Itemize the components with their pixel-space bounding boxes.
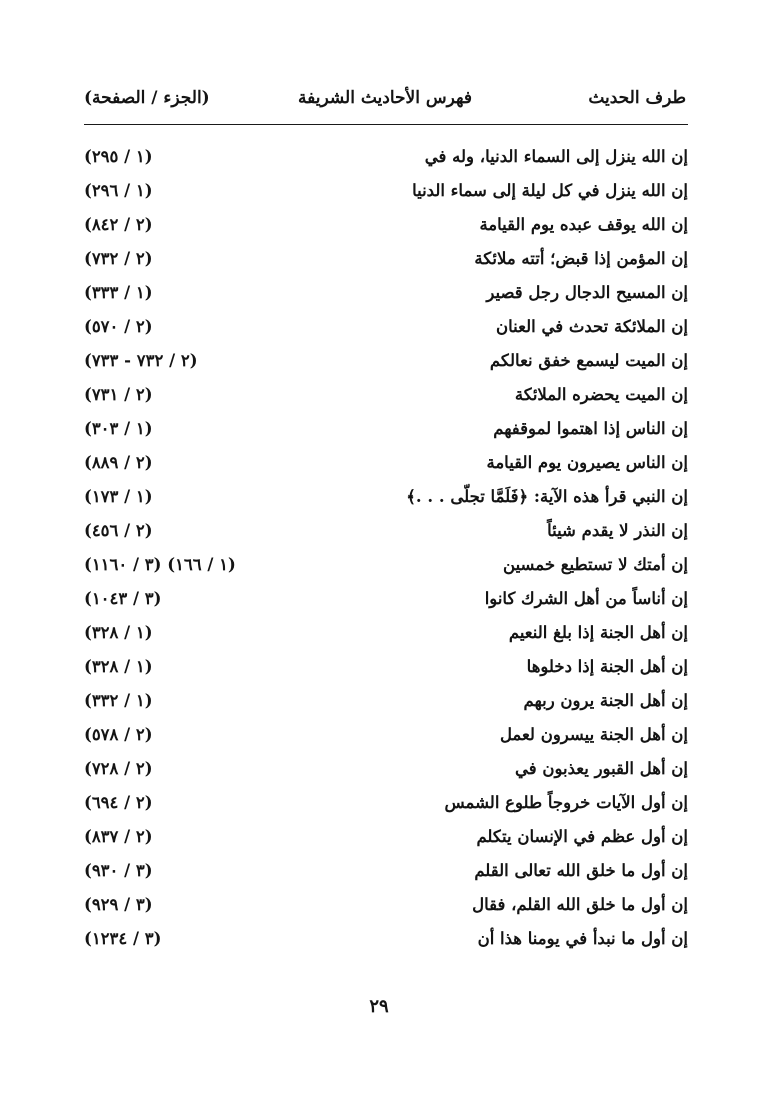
hadith-text: إن أول ما خلق الله القلم، فقال <box>472 895 688 914</box>
index-entry <box>84 174 688 208</box>
index-entry <box>84 344 688 378</box>
index-entry <box>84 752 688 786</box>
header-divider <box>84 124 688 125</box>
hadith-text: إن الله ينزل إلى السماء الدنيا، وله في <box>424 147 688 166</box>
hadith-text: إن النبي قرأ هذه الآية: ﴿فَلَمَّا تجلّى . . .﴾ <box>406 487 688 506</box>
volume-page-ref: (٢ / ٧٣٢) <box>84 249 153 268</box>
index-entry <box>84 378 688 412</box>
volume-page-ref: (١ / ٣٢٨) <box>84 657 153 676</box>
index-entry <box>84 718 688 752</box>
header-index-title: فهرس الأحاديث الشريفة <box>298 88 472 108</box>
index-entry <box>84 888 688 922</box>
hadith-text: إن الله ينزل في كل ليلة إلى سماء الدنيا <box>412 181 688 200</box>
hadith-text: إن أول ما خلق الله تعالى القلم <box>474 861 688 880</box>
column-header <box>84 88 686 118</box>
page-number: ٢٩ <box>369 996 389 1017</box>
volume-page-ref: (١ / ٣٣٢) <box>84 691 153 710</box>
index-entry <box>84 514 688 548</box>
volume-page-ref: (١ / ٣٢٨) <box>84 623 153 642</box>
volume-page-ref: (٢ / ٦٩٤) <box>84 793 153 812</box>
volume-page-ref: (٣ / ٩٣٠) <box>84 861 153 880</box>
hadith-text: إن الناس يصيرون يوم القيامة <box>486 453 688 472</box>
volume-page-ref: (١ / ٣٣٣) <box>84 283 153 302</box>
hadith-text: إن أهل الجنة إذا بلغ النعيم <box>508 623 688 642</box>
volume-page-ref: (٢ / ٨٤٢) <box>84 215 153 234</box>
volume-page-ref: (٣ / ١٢٣٤) <box>84 929 162 948</box>
index-entry <box>84 616 688 650</box>
volume-page-ref: (١ / ٢٩٦) <box>84 181 153 200</box>
header-volume-page: (الجزء / الصفحة) <box>84 88 210 108</box>
index-entry <box>84 480 688 514</box>
index-entry <box>84 208 688 242</box>
volume-page-ref: (٣ / ٩٢٩) <box>84 895 153 914</box>
index-entry <box>84 446 688 480</box>
index-entry <box>84 684 688 718</box>
hadith-text: إن أهل الجنة يرون ربهم <box>523 691 688 710</box>
index-entry <box>84 310 688 344</box>
index-entry <box>84 786 688 820</box>
hadith-text: إن أهل الجنة ييسرون لعمل <box>499 725 688 744</box>
header-hadith-start: طرف الحديث <box>588 88 686 108</box>
volume-page-ref: (١ / ١٧٣) <box>84 487 153 506</box>
index-entry <box>84 582 688 616</box>
hadith-text: إن المؤمن إذا قبض؛ أتته ملائكة <box>474 249 688 268</box>
volume-page-ref: (١ / ٣٠٣) <box>84 419 153 438</box>
hadith-text: إن الملائكة تحدث في العنان <box>496 317 688 336</box>
volume-page-ref: (٢ / ٤٥٦) <box>84 521 153 540</box>
hadith-text: إن أهل القبور يعذبون في <box>515 759 688 778</box>
hadith-text: إن أول عظم في الإنسان يتكلم <box>476 827 688 846</box>
volume-page-ref: (٢ / ٧٣١) <box>84 385 153 404</box>
index-entry <box>84 922 688 956</box>
volume-page-ref: (١ / ٢٩٥) <box>84 147 153 166</box>
index-entry <box>84 412 688 446</box>
hadith-text: إن أول الآيات خروجاً طلوع الشمس <box>444 793 688 812</box>
hadith-text: إن الله يوقف عبده يوم القيامة <box>479 215 688 234</box>
index-entry <box>84 820 688 854</box>
hadith-text: إن النذر لا يقدم شيئاً <box>547 521 688 540</box>
volume-page-ref: (٢ / ٥٧٨) <box>84 725 153 744</box>
hadith-text: إن أناساً من أهل الشرك كانوا <box>484 589 688 608</box>
hadith-text: إن المسيح الدجال رجل قصير <box>486 283 688 302</box>
index-entry <box>84 140 688 174</box>
volume-page-ref: (١ / ١٦٦) (٣ / ١١٦٠) <box>84 555 236 574</box>
index-entry <box>84 242 688 276</box>
volume-page-ref: (٢ / ٧٣٢ - ٧٣٣) <box>84 351 198 370</box>
hadith-index-list <box>84 140 688 956</box>
hadith-text: إن أول ما نبدأ في يومنا هذا أن <box>477 929 688 948</box>
volume-page-ref: (٢ / ٨٣٧) <box>84 827 153 846</box>
index-entry <box>84 650 688 684</box>
index-entry <box>84 276 688 310</box>
hadith-text: إن الناس إذا اهتموا لموقفهم <box>493 419 688 438</box>
volume-page-ref: (٢ / ٧٢٨) <box>84 759 153 778</box>
volume-page-ref: (٢ / ٥٧٠) <box>84 317 153 336</box>
hadith-text: إن أهل الجنة إذا دخلوها <box>526 657 688 676</box>
hadith-text: إن الميت ليسمع خفق نعالكم <box>489 351 688 370</box>
hadith-text: إن الميت يحضره الملائكة <box>514 385 688 404</box>
index-entry <box>84 548 688 582</box>
hadith-text: إن أمتك لا تستطيع خمسين <box>503 555 688 574</box>
index-entry <box>84 854 688 888</box>
volume-page-ref: (٣ / ١٠٤٣) <box>84 589 162 608</box>
volume-page-ref: (٢ / ٨٨٩) <box>84 453 153 472</box>
